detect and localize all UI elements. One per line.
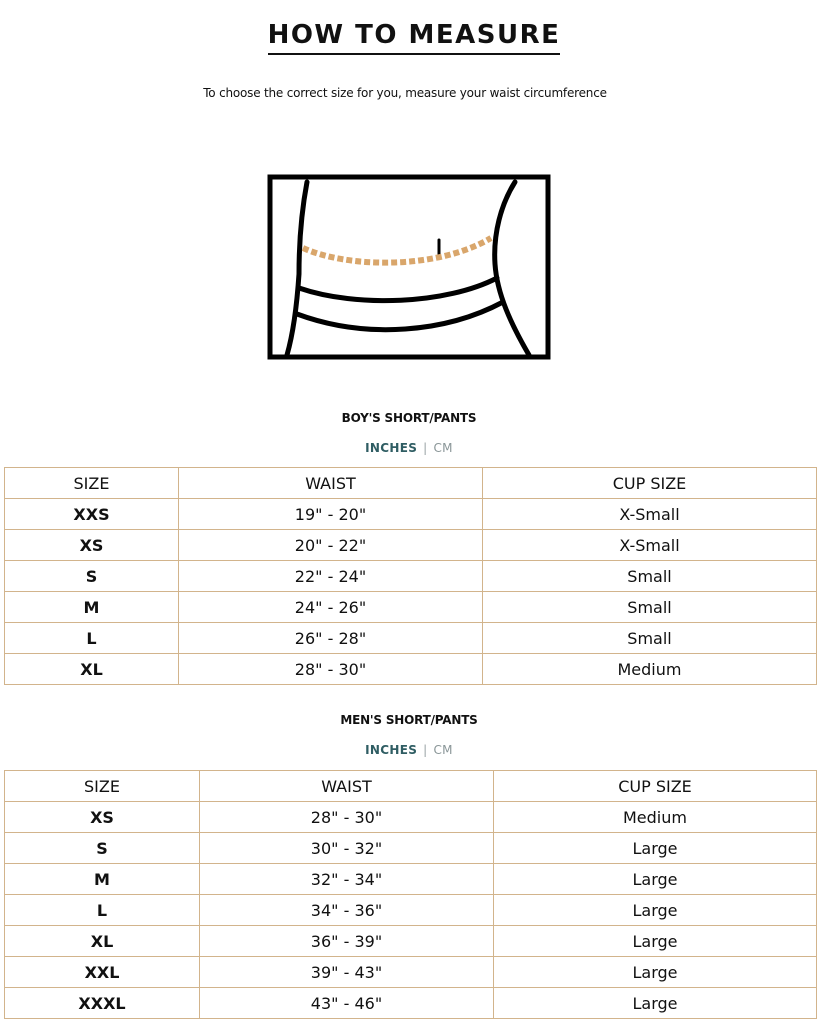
page-title-wrap bbox=[0, 18, 828, 55]
size-cell: L bbox=[5, 895, 200, 926]
cup-size-cell: Large bbox=[494, 957, 817, 988]
waist-cell: 19" - 20" bbox=[179, 499, 483, 530]
size-cell: M bbox=[5, 864, 200, 895]
cup-size-cell: Large bbox=[494, 895, 817, 926]
header-size: SIZE bbox=[5, 468, 179, 499]
waist-cell: 34" - 36" bbox=[200, 895, 494, 926]
waist-measure-illustration bbox=[267, 174, 551, 360]
size-cell: XXXL bbox=[5, 988, 200, 1019]
header-size: SIZE bbox=[5, 771, 200, 802]
waist-cell: 24" - 26" bbox=[179, 592, 483, 623]
cup-size-cell: Large bbox=[494, 833, 817, 864]
header-cup-size: CUP SIZE bbox=[494, 771, 817, 802]
cup-size-cell: Large bbox=[494, 864, 817, 895]
waist-cell: 28" - 30" bbox=[200, 802, 494, 833]
header-waist: WAIST bbox=[179, 468, 483, 499]
size-cell: XXS bbox=[5, 499, 179, 530]
mens-unit-toggle bbox=[0, 743, 818, 757]
size-cell: S bbox=[5, 833, 200, 864]
boys-inches-tab[interactable]: INCHES bbox=[365, 441, 418, 455]
size-cell: XS bbox=[5, 802, 200, 833]
table-row bbox=[5, 654, 817, 685]
size-cell: S bbox=[5, 561, 179, 592]
table-row bbox=[5, 623, 817, 654]
cup-size-cell: Small bbox=[483, 561, 817, 592]
size-cell: M bbox=[5, 592, 179, 623]
size-cell: XS bbox=[5, 530, 179, 561]
waist-cell: 28" - 30" bbox=[179, 654, 483, 685]
table-header-row bbox=[5, 771, 817, 802]
mens-cm-tab[interactable]: CM bbox=[433, 743, 453, 757]
cup-size-cell: Large bbox=[494, 988, 817, 1019]
table-row bbox=[5, 530, 817, 561]
table-row bbox=[5, 957, 817, 988]
waist-cell: 43" - 46" bbox=[200, 988, 494, 1019]
page-title: HOW TO MEASURE bbox=[268, 18, 561, 55]
table-row bbox=[5, 988, 817, 1019]
page-subtitle: To choose the correct size for you, measure your waist circumference bbox=[203, 86, 607, 100]
waist-cell: 26" - 28" bbox=[179, 623, 483, 654]
waist-cell: 20" - 22" bbox=[179, 530, 483, 561]
waist-cell: 32" - 34" bbox=[200, 864, 494, 895]
boys-size-table bbox=[4, 467, 817, 685]
table-row bbox=[5, 592, 817, 623]
mens-size-table bbox=[4, 770, 817, 1019]
table-row bbox=[5, 802, 817, 833]
table-row bbox=[5, 499, 817, 530]
cup-size-cell: X-Small bbox=[483, 499, 817, 530]
table-header-row bbox=[5, 468, 817, 499]
mens-unit-separator: | bbox=[423, 743, 428, 757]
mens-section-title: MEN'S SHORT/PANTS bbox=[340, 713, 478, 727]
waist-cell: 30" - 32" bbox=[200, 833, 494, 864]
table-row bbox=[5, 864, 817, 895]
cup-size-cell: Small bbox=[483, 592, 817, 623]
boys-section-title: BOY'S SHORT/PANTS bbox=[341, 411, 477, 425]
table-row bbox=[5, 895, 817, 926]
size-cell: L bbox=[5, 623, 179, 654]
cup-size-cell: X-Small bbox=[483, 530, 817, 561]
waist-cell: 39" - 43" bbox=[200, 957, 494, 988]
size-cell: XXL bbox=[5, 957, 200, 988]
table-row bbox=[5, 926, 817, 957]
boys-unit-separator: | bbox=[423, 441, 428, 455]
boys-unit-toggle bbox=[0, 441, 818, 455]
header-cup-size: CUP SIZE bbox=[483, 468, 817, 499]
cup-size-cell: Large bbox=[494, 926, 817, 957]
cup-size-cell: Medium bbox=[494, 802, 817, 833]
waist-cell: 22" - 24" bbox=[179, 561, 483, 592]
table-row bbox=[5, 833, 817, 864]
cup-size-cell: Medium bbox=[483, 654, 817, 685]
size-cell: XL bbox=[5, 654, 179, 685]
waist-cell: 36" - 39" bbox=[200, 926, 494, 957]
cup-size-cell: Small bbox=[483, 623, 817, 654]
boys-cm-tab[interactable]: CM bbox=[433, 441, 453, 455]
table-row bbox=[5, 561, 817, 592]
header-waist: WAIST bbox=[200, 771, 494, 802]
mens-inches-tab[interactable]: INCHES bbox=[365, 743, 418, 757]
size-cell: XL bbox=[5, 926, 200, 957]
